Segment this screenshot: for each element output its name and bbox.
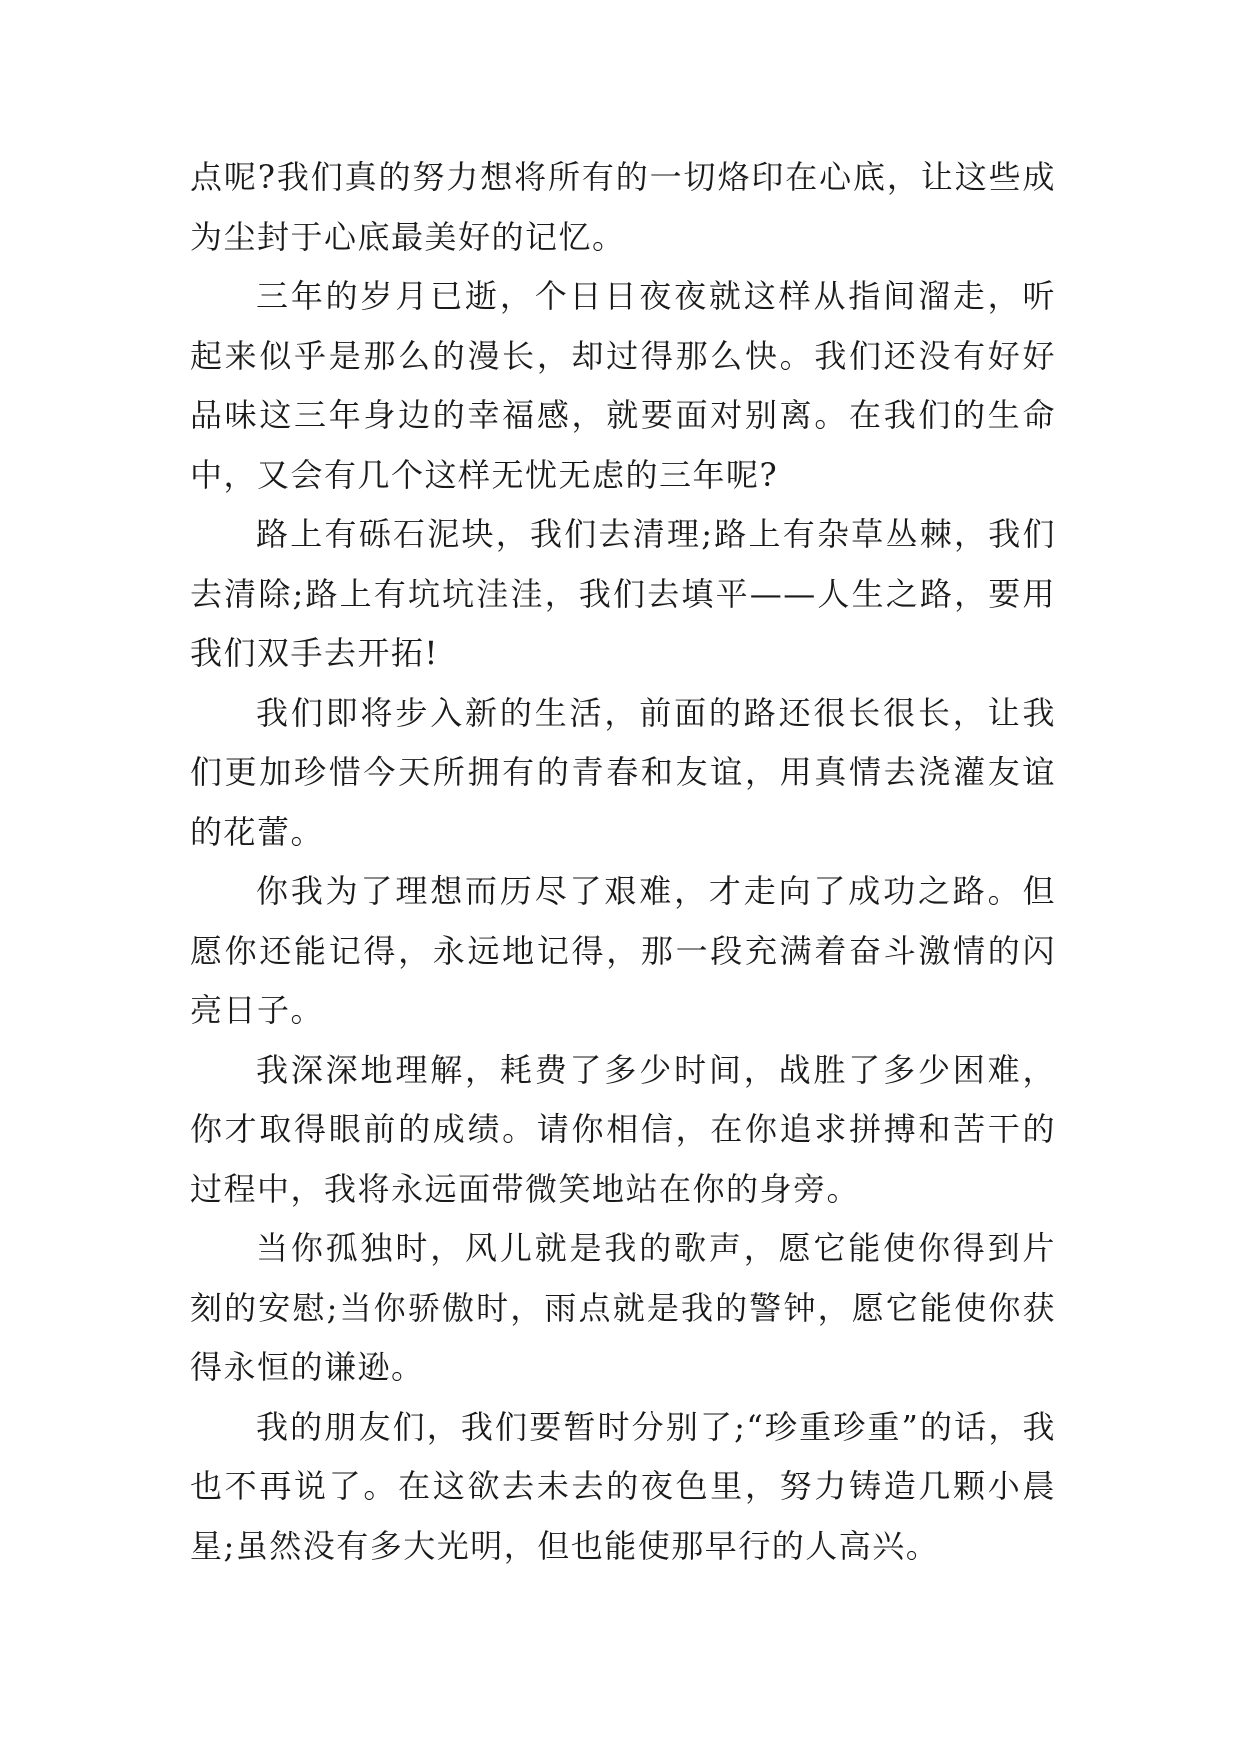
paragraph-3: 路上有砾石泥块，我们去清理;路上有杂草丛棘，我们去清除;路上有坑坑洼洼，我们去填平——人生之路，要用我们双手去开拓!: [190, 515, 1056, 672]
paragraph-5: 你我为了理想而历尽了艰难，才走向了成功之路。但愿你还能记得，永远地记得，那一段充满着奋斗激情的闪亮日子。: [190, 872, 1056, 1029]
paragraph-8: 我的朋友们，我们要暂时分别了;“珍重珍重”的话，我也不再说了。在这欲去未去的夜色里，努力铸造几颗小晨星;虽然没有多大光明，但也能使那早行的人高兴。: [190, 1407, 1056, 1565]
paragraph-6: 我深深地理解，耗费了多少时间，战胜了多少困难，你才取得眼前的成绩。请你相信，在你追求拼搏和苦干的过程中，我将永远面带微笑地站在你的身旁。: [190, 1050, 1056, 1208]
paragraph-4: 我们即将步入新的生活，前面的路还很长很长，让我们更加珍惜今天所拥有的青春和友谊，用真情去浇灌友谊的花蕾。: [190, 693, 1056, 851]
paragraph-2: 三年的岁月已逝，个日日夜夜就这样从指间溜走，听起来似乎是那么的漫长，却过得那么快。我们还没有好好品味这三年身边的幸福感，就要面对别离。在我们的生命中，又会有几个这样无忧无虑的三年呢?: [190, 277, 1056, 494]
paragraph-7: 当你孤独时，风儿就是我的歌声，愿它能使你得到片刻的安慰;当你骄傲时，雨点就是我的警钟，愿它能使你获得永恒的谦逊。: [190, 1229, 1056, 1386]
document-body: [190, 148, 1056, 1576]
paragraph-1: 点呢?我们真的努力想将所有的一切烙印在心底，让这些成为尘封于心底最美好的记忆。: [190, 158, 1056, 256]
